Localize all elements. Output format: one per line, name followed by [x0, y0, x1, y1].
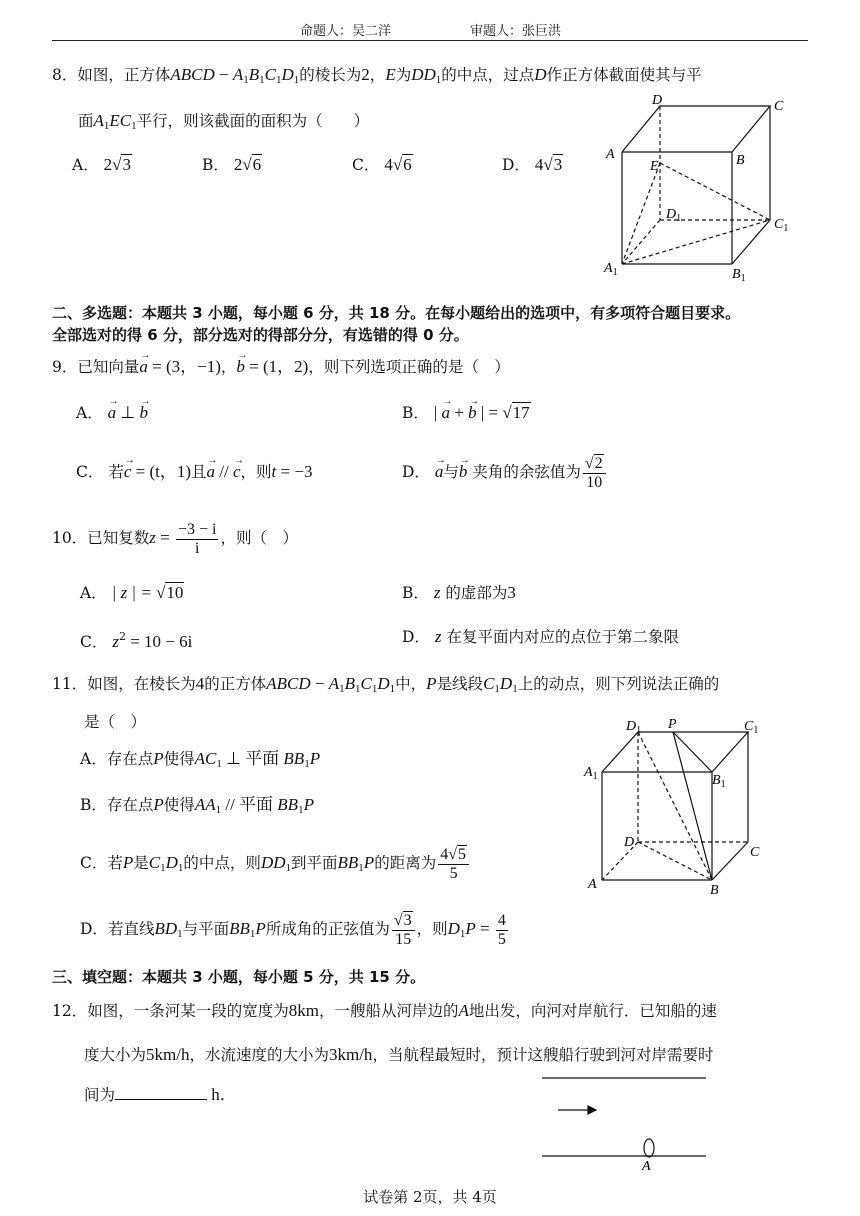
fig11-label-d1: $D_1$ [626, 719, 642, 736]
fig8-label-a1: $A_1$ [604, 261, 618, 278]
fig8-label-e: E [650, 159, 659, 174]
answer-blank[interactable] [115, 1085, 207, 1100]
fig8-label-a: A [606, 147, 615, 162]
q8-cube-figure [590, 92, 810, 282]
q10-stem: 10．已知复数z = $\frac{-3 - i}{i}$ ，则（ ） [52, 520, 298, 557]
q12-river-figure [536, 1068, 716, 1178]
fig11-label-a1: $A_1$ [584, 765, 598, 782]
q9-option-b: B． | → a + → b | = √17 [402, 402, 531, 424]
q11-stem: 11．如图，在棱长为4的正方体ABCD − $A_1B_1C_1D_1$中，P是线段$C_1D_1$上的动点，则下列说法正确的 [52, 674, 720, 695]
q9-option-c: C． 若→ c = (t，1)且→ a // → c，则t = −3 [76, 461, 312, 483]
fig8-label-d: D [652, 93, 663, 108]
fig8-label-c1: $C_1$ [774, 217, 789, 234]
q8-option-b: B． 2√6 [202, 155, 262, 174]
q8-option-c: C． 4√6 [352, 155, 412, 174]
fig8-label-b: B [736, 153, 745, 168]
q8-option-d: D． 4√3 [502, 155, 563, 174]
q11-cube-figure [580, 714, 780, 899]
section2-title-2: 全部选对的得 6 分，部分选对的得部分分，有选错的得 0 分。 [52, 326, 469, 344]
q10-option-b: B． z 的虚部为3 [402, 583, 516, 602]
fig11-label-c: C [750, 845, 760, 860]
q12-line3: 间为 h． [84, 1085, 237, 1104]
q10-option-d: D． z 在复平面内对应的点位于第二象限 [402, 627, 679, 646]
fig11-label-b: B [710, 883, 719, 898]
fig12-label-a: A [642, 1159, 651, 1174]
q8-option-a: A． 2√3 [72, 155, 131, 174]
section2-title: 二、多选题：本题共 3 小题，每小题 6 分，共 18 分。在每小题给出的选项中，有多项符合题目要求。 [52, 304, 741, 322]
fig8-label-b1: $B_1$ [732, 267, 746, 282]
q11-option-d: D．若直线$BD_1$与平面$BB_1P$所成角的正弦值为 $\frac{√3}{15}$ ，则$D_1P$ = $\frac{4}{5}$ [80, 911, 506, 948]
section3-title: 三、填空题：本题共 3 小题，每小题 5 分，共 15 分。 [52, 968, 426, 986]
q11-option-c: C．若P是$C_1D_1$的中点，则$DD_1$到平面$BB_1P$的距离为 $\frac{4√5}{5}$ [80, 840, 471, 891]
fig11-label-c1: $C_1$ [744, 719, 759, 736]
q10-option-c: C． $z^2 = 10 - 6i$ [80, 630, 193, 651]
fig11-label-p: P [668, 717, 677, 732]
header-rule [52, 40, 808, 41]
page-header [0, 20, 860, 40]
q12-line1: 12．如图，一条河某一段的宽度为8km，一艘船从河岸边的A地出发，向河对岸航行．已知船的速 [52, 1001, 717, 1020]
author-label: 命题人：吴二洋 [300, 24, 392, 39]
q10-option-a: A． | z | = √10 [80, 583, 184, 602]
q12-line2: 度大小为5km/h，水流速度的大小为3km/h，当航程最短时，预计这艘船行驶到河对岸需要时 [84, 1045, 714, 1064]
reviewer-label: 审题人：张巨洪 [470, 24, 562, 39]
q9-option-a: A． → a ⊥ → b [76, 402, 148, 424]
fig11-label-a: A [588, 877, 597, 892]
q11-option-a: A．存在点P使得$AC_1$ ⊥ 平面 $BB_1P$ [80, 749, 321, 770]
q11-stem-line2: 是（ ） [84, 713, 147, 731]
fig8-label-d1: $D_1$ [666, 207, 682, 224]
fig11-label-d: D [624, 835, 635, 850]
fig8-label-c: C [774, 99, 784, 114]
q9-stem: 9．已知向量→ a = (3，−1)，→ b = (1，2)，则下列选项正确的是（ ） [52, 356, 510, 378]
page-footer: 试卷第 2页，共 4页 [363, 1188, 497, 1206]
fig11-label-b1: $B_1$ [712, 773, 726, 790]
q8-line1: 8．如图，正方体ABCD − $A_1B_1C_1D_1$的棱长为2，E为$DD_1$的中点，过点D作正方体截面使其与平 [52, 65, 702, 86]
q8-line2: 面$A_1EC_1$平行，则该截面的面积为（ ） [78, 111, 370, 132]
q9-option-d: D． → a与→ b 夹角的余弦值为 $\frac{√2}{10}$ [402, 450, 608, 494]
q11-option-b: B．存在点P使得$AA_1$ // 平面 $BB_1P$ [80, 795, 314, 816]
